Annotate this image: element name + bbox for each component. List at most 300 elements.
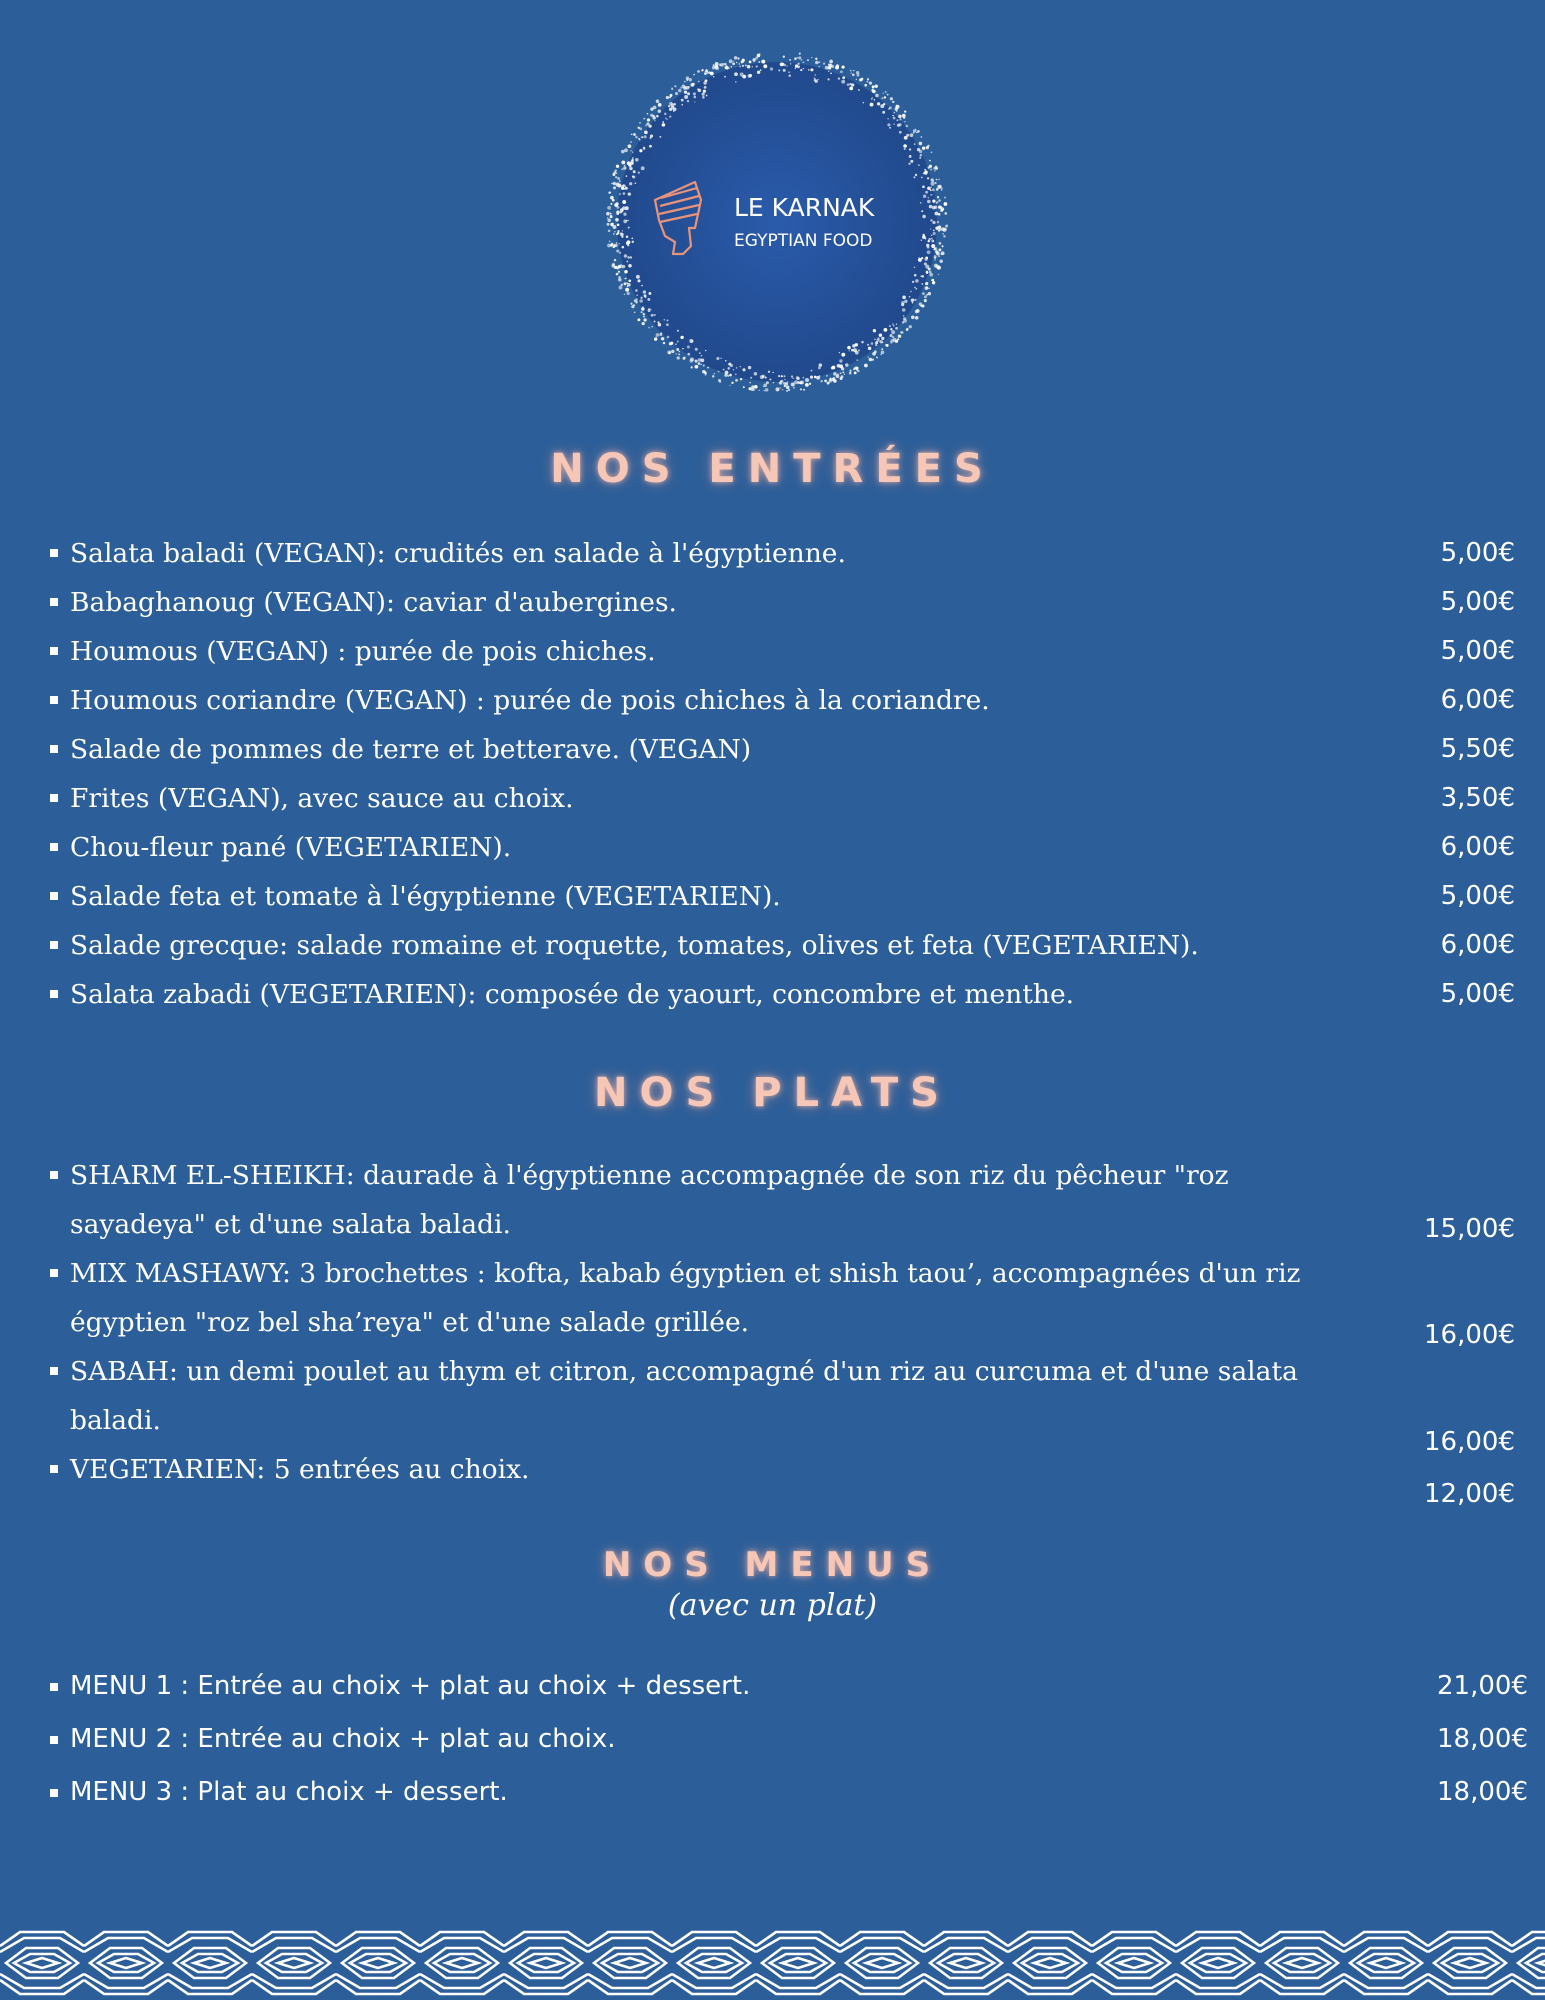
logo-ring-dot [628,279,631,282]
logo-ring-dot [607,223,610,226]
logo-ring-dot [615,183,619,187]
logo-ring-dot [928,197,930,199]
logo-ring-dot [641,311,643,313]
logo-ring-dot [791,383,795,387]
logo-ring-dot [739,66,741,68]
logo-ring-dot [627,161,631,165]
logo-ring-dot [773,372,774,373]
logo-ring-dot [650,137,652,139]
logo-ring-dot [803,377,805,379]
logo-ring-dot [740,366,741,367]
logo-ring-dot [933,230,935,232]
logo-ring-dot [884,328,888,332]
logo-ring-dot [635,289,638,292]
logo-ring-dot [614,231,616,233]
logo-ring-dot [847,83,850,86]
logo-ring-dot [742,59,745,62]
logo-ring-dot [915,288,917,290]
logo-ring-dot [937,221,939,223]
menus-price: 18,00€ [1437,1724,1528,1754]
entrees-price: 5,00€ [1440,587,1515,617]
logo-ring-dot [644,135,647,138]
logo-ring-dot [616,242,618,244]
plats-item: MIX MASHAWY: 3 brochettes : kofta, kabab égyptien et shish taou’, accompagnées d'un riz égyptien "roz bel sha’reya" et d'une salade grillée. [50,1249,1340,1347]
logo-ring-dot [735,81,737,83]
logo-ring-dot [687,100,689,102]
logo-ring-dot [653,320,655,322]
logo-ring-dot [914,143,916,145]
logo-ring-dot [815,58,817,60]
logo-ring-dot [924,295,927,298]
logo-ring-dot [726,65,728,67]
logo-ring-dot [742,65,744,67]
logo-ring-dot [675,92,678,95]
logo-ring-dot [752,58,755,61]
logo-ring-dot [781,375,783,377]
logo-ring-dot [904,300,907,303]
logo-ring-dot [908,163,910,165]
decorative-border [0,1926,1545,2000]
logo-ring-dot [815,80,818,83]
logo-ring-dot [932,188,935,191]
logo-ring-dot [922,305,925,308]
logo-ring-dot [667,320,669,322]
logo-ring-dot [875,94,878,97]
logo-ring-dot [612,225,616,229]
logo-ring-dot [747,65,751,69]
logo-ring-dot [849,86,853,90]
logo-ring-dot [914,299,916,301]
logo-ring-dot [637,279,640,282]
plats-item: VEGETARIEN: 5 entrées au choix. [50,1445,1340,1494]
logo-ring-dot [807,59,809,61]
logo-ring-dot [786,385,790,389]
logo-ring-dot [725,66,728,69]
logo-ring-dot [911,298,914,301]
logo-ring-dot [678,89,682,93]
logo-ring-dot [614,259,616,261]
logo-ring-dot [619,252,621,254]
logo-ring-dot [927,187,931,191]
logo-ring-dot [868,356,870,358]
logo-ring-dot [896,119,898,121]
logo-ring-dot [892,115,893,116]
logo-ring-dot [612,263,615,266]
logo-ring-dot [688,86,690,88]
logo-ring-dot [617,230,619,232]
logo-ring-dot [729,374,732,377]
logo-ring-dot [828,78,830,80]
logo-ring-dot [664,319,666,321]
logo-ring-dot [803,389,805,391]
entrees-item: Salade grecque: salade romaine et roquette, tomates, olives et feta (VEGETARIEN). [50,921,1199,970]
entrees-prices [1441,529,1515,1019]
logo-ring-dot [623,184,625,186]
logo-ring-dot [615,176,617,178]
logo-ring-dot [935,166,937,168]
logo-ring-dot [945,225,948,228]
logo-ring-dot [616,267,619,270]
logo-ring-dot [917,130,920,133]
logo-ring-dot [754,372,758,376]
logo-ring-dot [718,371,720,373]
logo-ring-dot [648,327,650,329]
logo-ring-dot [680,87,682,89]
logo-ring-dot [904,148,906,150]
logo-ring-dot [920,154,922,156]
logo-ring-dot [637,318,640,321]
logo-ring-dot [903,319,907,323]
logo-ring-dot [734,72,738,76]
logo-ring-dot [803,62,805,64]
logo-ring-dot [670,342,673,345]
logo-ring-dot [856,359,858,361]
logo-ring-dot [684,81,686,83]
logo-ring-dot [759,390,760,391]
logo-ring-dot [642,322,645,325]
logo-ring-dot [829,60,833,64]
logo-ring-dot [906,125,909,128]
logo-ring-dot [635,301,637,303]
logo-ring-dot [624,270,628,274]
logo-ring-dot [935,227,938,230]
logo-ring-dot [713,76,715,78]
menus-subtitle: (avec un plat) [667,1588,878,1623]
logo-ring-dot [927,250,931,254]
logo-ring-dot [900,331,902,333]
logo-ring-dot [762,376,764,378]
logo-ring-dot [911,315,915,319]
logo-ring-dot [881,348,883,350]
logo-ring-dot [645,125,647,127]
logo-ring-dot [780,63,784,67]
logo-ring-dot [654,338,657,341]
logo-ring-dot [712,375,714,377]
logo-ring-dot [725,360,727,362]
logo-ring-dot [797,381,800,384]
plats-title: NOS PLATS [594,1070,951,1116]
logo-ring-dot [867,78,869,80]
logo-ring-dot [615,169,617,171]
logo-ring-dot [931,234,933,236]
menus-item: MENU 3 : Plat au choix + dessert. [50,1766,750,1819]
logo-ring-dot [887,118,889,120]
logo-ring-dot [705,69,708,72]
logo-ring-dot [864,84,867,87]
logo-ring-dot [938,255,940,257]
logo-ring-dot [719,63,722,66]
logo-ring-dot [643,318,646,321]
logo-ring-dot [841,353,845,357]
logo-ring-dot [622,246,625,249]
logo-ring-dot [929,160,931,162]
logo-ring-dot [687,346,690,349]
logo-ring-dot [922,186,925,189]
logo-ring-dot [731,66,732,67]
logo-ring-dot [824,380,827,383]
logo-ring-dot [928,292,931,295]
logo-ring-dot [854,371,857,374]
logo-ring-dot [788,71,790,73]
logo-ring-dot [809,383,811,385]
logo-ring-dot [919,157,921,159]
logo-ring-dot [765,388,768,391]
logo-ring-dot [800,381,804,385]
entrees-price: 5,00€ [1440,979,1515,1009]
logo-ring-dot [938,213,941,216]
menus-price: 21,00€ [1437,1671,1528,1701]
logo-ring-dot [776,387,780,391]
logo-ring-dot [769,378,771,380]
logo-ring-dot [669,115,671,117]
logo-ring-dot [690,359,694,363]
logo-ring-dot [858,89,860,91]
logo-ring-dot [931,182,935,186]
logo-ring-dot [719,381,721,383]
logo-ring-dot [819,375,821,377]
logo-ring-dot [632,159,634,161]
logo-ring-dot [698,362,701,365]
logo-ring-dot [902,308,905,311]
logo-ring-dot [692,83,695,86]
logo-ring-dot [649,145,652,148]
logo-ring-dot [647,298,650,301]
logo-ring-dot [750,377,752,379]
logo-ring-dot [617,177,620,180]
logo-ring-dot [763,64,767,68]
logo-ring-dot [656,336,657,337]
logo-ring-dot [638,172,640,174]
logo-ring-dot [882,93,883,94]
logo-ring-dot [909,325,912,328]
logo-ring-dot [887,94,889,96]
logo-ring-dot [930,178,933,181]
logo-ring-dot [891,330,895,334]
logo-ring-dot [656,100,660,104]
logo-ring-dot [716,357,719,360]
logo-ring-dot [715,65,719,69]
logo-ring-dot [941,188,943,190]
logo-ring-dot [643,315,645,317]
logo-ring-dot [943,227,946,230]
logo-ring-dot [867,344,869,346]
logo-ring-dot [840,70,843,73]
logo-ring-dot [729,385,730,386]
logo-ring-dot [675,344,676,345]
logo-ring-dot [646,122,649,125]
logo-ring-dot [932,279,935,282]
logo-ring-dot [921,257,923,259]
logo-ring-dot [622,206,626,210]
logo-ring-dot [752,66,753,67]
logo-ring-dot [933,232,936,235]
logo-ring-dot [931,238,933,240]
logo-ring-dot [625,220,626,221]
logo-ring-dot [652,116,655,119]
logo-ring-dot [874,99,876,101]
logo-ring-dot [875,344,877,346]
logo-ring-dot [921,240,922,241]
logo-ring-dot [934,205,937,208]
logo-ring-dot [621,168,623,170]
logo-ring-dot [836,64,839,67]
logo-ring-dot [750,388,753,391]
logo-ring-dot [669,95,671,97]
logo-ring-dot [926,271,928,273]
logo-ring-dot [640,297,642,299]
logo-ring-dot [935,182,937,184]
logo-ring-dot [833,379,837,383]
logo-ring-dot [817,79,818,80]
logo-ring-dot [707,367,709,369]
logo-ring-dot [921,210,923,212]
logo-ring-dot [631,237,633,239]
logo-ring-dot [684,91,687,94]
logo-ring-dot [920,202,921,203]
logo-ring-dot [616,273,618,275]
logo-ring-dot [677,356,680,359]
logo-ring-dot [700,364,701,365]
logo-ring-dot [890,97,893,100]
logo-ring-dot [893,123,894,124]
logo-ring-dot [925,170,928,173]
logo-ring-dot [792,377,794,379]
logo-ring-dot [897,124,900,127]
logo-ring-dot [704,86,707,89]
logo-ring-dot [616,249,619,252]
logo-ring-dot [913,176,915,178]
logo-ring-dot [702,92,705,95]
logo-ring-dot [842,371,844,373]
logo-ring-dot [703,365,704,366]
logo-ring-dot [940,209,943,212]
menus-list [50,1660,750,1819]
logo-ring-dot [938,199,941,202]
logo-ring-dot [941,189,942,190]
logo-ring-dot [922,215,925,218]
logo-ring-dot [660,332,662,334]
logo-ring-dot [877,357,878,358]
logo-ring-dot [668,105,670,107]
logo-ring-dot [893,112,895,114]
logo-ring-dot [631,168,633,170]
logo-ring-dot [644,132,646,134]
logo-ring-dot [884,96,886,98]
logo-ring-dot [901,303,904,306]
logo-ring-dot [766,381,769,384]
logo-ring-dot [927,177,929,179]
logo-ring-dot [728,67,730,69]
logo-ring-dot [623,213,626,216]
entrees-item: Salata baladi (VEGAN): crudités en salade à l'égyptienne. [50,529,1199,578]
logo-ring-dot [735,379,738,382]
logo-ring-dot [665,118,666,119]
logo-ring-dot [704,73,705,74]
logo-ring-dot [757,71,760,74]
logo-ring-dot [870,103,874,107]
logo-ring-dot [616,212,619,215]
logo-ring-dot [916,309,920,313]
logo-ring-dot [830,378,832,380]
logo-ring-dot [791,375,793,377]
logo-ring-dot [674,85,676,87]
logo-ring-dot [909,148,911,150]
logo-ring-dot [758,61,760,63]
logo-ring-dot [622,200,626,204]
logo-ring-dot [786,390,788,392]
logo-ring-dot [838,77,840,79]
logo-ring-dot [896,324,897,325]
entrees-item: Salata zabadi (VEGETARIEN): composée de yaourt, concombre et menthe. [50,970,1199,1019]
logo-ring-dot [842,66,845,69]
logo-ring-dot [882,111,885,114]
logo-ring-dot [667,350,671,354]
logo-ring-dot [650,114,653,117]
logo-ring-dot [938,206,941,209]
logo-ring-dot [784,385,786,387]
logo-ring-dot [687,92,690,95]
logo-ring-dot [910,160,913,163]
logo-ring-dot [799,53,801,55]
plats-item: SHARM EL-SHEIKH: daurade à l'égyptienne accompagnée de son riz du pêcheur "roz sayadeya" et d'une salata baladi. [50,1151,1340,1249]
logo-ring-dot [618,276,620,278]
logo-ring-dot [779,387,781,389]
logo-ring-dot [698,81,700,83]
logo-ring-dot [650,107,653,110]
entrees-item: Houmous (VEGAN) : purée de pois chiches. [50,627,1199,676]
logo-ring-dot [844,374,845,375]
entrees-list [50,529,1199,1019]
logo-ring-dot [930,228,931,229]
logo-ring-dot [889,127,891,129]
logo-ring-dot [626,236,629,239]
logo-ring-dot [613,223,614,224]
logo-ring-dot [887,123,890,126]
logo-ring-dot [931,151,933,153]
logo-ring-dot [831,366,834,369]
logo-ring-dot [903,144,907,148]
menus-title: NOS MENUS [602,1545,943,1585]
logo-ring-dot [697,70,700,73]
logo-ring-dot [628,227,630,229]
logo-ring-dot [881,351,885,355]
logo-ring-dot [735,374,737,376]
logo-ring-dot [663,342,665,344]
logo-ring-dot [881,97,883,99]
logo-ring-dot [899,118,901,120]
logo-ring-dot [623,192,626,195]
logo-ring-dot [929,205,932,208]
logo-ring-dot [631,305,634,308]
logo-ring-dot [937,185,941,189]
logo-ring-dot [687,353,690,356]
logo-line2: EGYPTIAN FOOD [734,231,873,251]
logo-ring-dot [611,243,613,245]
logo-ring-dot [731,382,733,384]
logo-ring-dot [863,102,864,103]
logo-ring-dot [919,150,922,153]
logo-ring-dot [727,375,729,377]
logo-ring-dot [651,314,654,317]
logo-ring-dot [662,121,664,123]
logo-ring-dot [615,218,619,222]
logo-ring-dot [858,349,860,351]
logo-ring-dot [673,110,674,111]
logo-ring-dot [667,336,670,339]
logo-ring-dot [610,214,612,216]
logo-ring-dot [682,348,683,349]
logo-ring-dot [703,90,706,93]
